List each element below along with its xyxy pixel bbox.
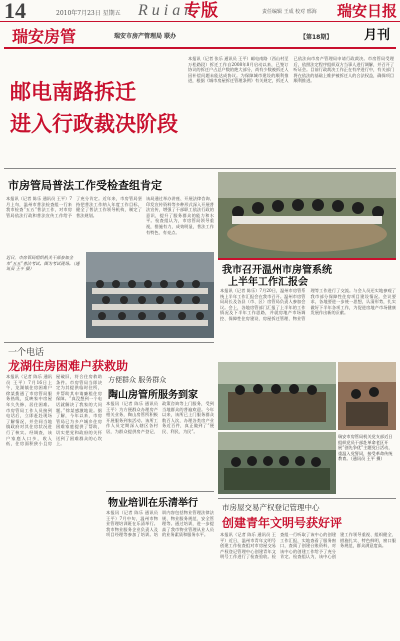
frequency-label: 月刊	[363, 28, 390, 43]
law-body-right: 该局通过举办讲座、开展法律咨询、印发宣传资料等多种形式深入开展普法宣传，增强了干部职工依法行政的意识，提升了服务群众的能力和水平。检查组认为，市房管局领导重视，措施有力，成效明显，普法工作有特色、有亮点。	[146, 196, 214, 235]
party-activity-photo-2	[338, 362, 396, 430]
section-title: 瑞安房管	[12, 27, 77, 46]
rui-wordmark: R u i a n	[138, 2, 193, 19]
issue-number: 【第18期】	[300, 34, 333, 41]
meeting-headline-line1: 我市召开温州市房管系统	[222, 265, 332, 276]
trade-headline: 创建青年文明号获好评	[222, 516, 343, 530]
divider	[218, 498, 396, 499]
meeting-photo	[218, 172, 396, 258]
trade-kicker: 市房屋交易产权登记管理中心	[222, 503, 320, 512]
party-activity-photo-1	[218, 362, 336, 430]
page-number: 14	[4, 0, 26, 23]
exam-room-photo	[86, 252, 214, 338]
trade-body: 本报讯（记者 陈乐 通讯员 王平）近日，温州市青年文明号创建工作检查组对市房屋交易产权登记管理中心创建青年文明号工作进行了检查验收。检查组一行听取了该中心的创建工作汇报，实地查看了服务窗口，查阅了创建台账资料，对该中心的创建工作给予了充分肯定。检查组认为，该中心创建工作领导重视、组织健全、措施扎实、特色鲜明，窗口服务规范，群众满意度高。	[220, 532, 396, 560]
law-body-left: 本报讯（记者 陈乐 通讯员 王平）7月上旬，温州市普法检查组一行来我市检查“五五”普法工作，对市房管局依法行政和普法宣传工作给予了充分肯定。近年来，市房管局坚持把普法工作纳入年度工作目标，健全了普法工作领导机构，制定了普法规划。	[6, 196, 142, 218]
service-body: 本报讯（记者 陈乐 通讯员 王平）为方便群众办理房产相关业务，陶山房管所积极开展服务到家活动。该所工作人员定期深入辖区各村居，为群众提供房产登记、政策咨询等上门服务，受到当地群众的普遍欢迎。今年以来，该所已上门服务群众数百人次，办理各类房产业务近百件，真正做到了“便民、利民、为民”。	[106, 401, 214, 434]
meeting-body: 本报讯（记者 陈乐）7月20日，温州市房管系统上半年工作汇报会在我市召开。温州市房管局局长及各县（市、区）房管局负责人参加会议。会上，各地房管部门汇报了上半年的工作情况及下半年工作思路，并就房地产市场调控、保障性住房建设、房屋拆迁管理、物业管理等工作进行了交流。与会人员还实地参观了我市部分保障性住房项目建设情况。会议要求，各地要进一步统一思想，认清形势，扎实做好下半年各项工作，为促进房地产市场健康发展作出新的贡献。	[220, 288, 396, 321]
date-line: 2010年7月23日 星期五	[56, 10, 121, 17]
section-host: 瑞安市房产管理局 联办	[114, 33, 177, 40]
divider	[106, 491, 214, 492]
training-body: 本报讯（记者 陈乐 通讯员 王平）7月中旬，温州市物业管理培训班在乐清举行。我市物业服务企业负责人及项目经理等参加了培训。培训内容包括物业管理法律法规、物业服务规范、安全管理等。通过培训，进一步提高了我市物业管理从业人员的业务素质和服务水平。	[106, 510, 214, 538]
lead-headline-line2: 进入行政裁决阶段	[10, 112, 178, 136]
editor-line: 责任编辑 王成 校对 邢海	[262, 9, 317, 15]
meeting-title-band	[218, 258, 396, 260]
law-headline: 市房管局普法工作受检查组肯定	[8, 179, 162, 192]
special-edition-flag: 专版	[184, 1, 218, 21]
divider	[4, 168, 396, 169]
lead-headline-line1: 邮电南路拆迁	[10, 80, 136, 104]
masthead	[0, 0, 400, 22]
section-header	[4, 25, 396, 49]
meeting-headline-line2: 上半年工作汇报会	[228, 277, 308, 288]
newspaper-name: 瑞安日报	[336, 2, 397, 20]
service-kicker: 方便群众 服务群众	[108, 376, 167, 384]
service-headline: 陶山房管所服务到家	[108, 390, 198, 401]
party-activity-photo-3	[218, 432, 336, 494]
gallery-caption: 瑞安市房管局机关党支部近日组织党员干部赴革命老区开展“创先争优”主题党日活动，重温入党誓词，接受革命传统教育。（通讯员 王平 摄）	[338, 434, 393, 462]
lunar-body: 本报讯（记者 陈乐 通讯员 王平）7月16日上午，龙湖镇住房困难户徐某拨通了市房管局服务热线，反映家中房屋年久失修、居住困难。市房管局工作人员接到电话后，立即赶赴现场了解情况，并会同当地镇政府对其住房状况进行了核实。经调查，该户家庭人口多，收入低，住房面积狭小且房屋破旧，符合住房救助条件。市房管局当即决定为其提供临时住所，并帮助其申请廉租住房保障。“真没想到一个电话就解决了我家的大问题。”徐某感激地说。据了解，今年以来，市房管局已为多户城乡住房困难家庭提供了帮助，切实把党和政府的关怀送到了困难群众的心坎上。	[6, 374, 102, 447]
training-headline: 物业培训在乐清举行	[108, 498, 198, 509]
lunar-headline: 龙湖住房困难户获救助	[8, 359, 129, 373]
lead-body: 本报讯（记者 张乐 通讯员 王平）邮电南路（西山村至万松路段）拆迁工作自2008年8月启动以来，已签订协议的拆迁户占总户数的绝大部分，尚有少数被拆迁人因补偿问题未能达成协议。为保障城市建设的顺利推进，根据《城市房屋拆迁管理条例》有关规定，拆迁人已依法向市房产管理局申请行政裁决。市房管局受理后，依照法定程序组织双方当事人进行调解，并召开了听证会。目前行政裁决工作正在有序进行中，有关部门将在依法的基础上维护被拆迁人的合法权益，确保项目顺利推进。	[188, 56, 394, 84]
law-photo-caption: 近日，市房管局组织机关干部参加全市“五五”普法考试。图为考试现场。（通讯员 王平 摄）	[6, 255, 80, 272]
lunar-kicker: 一个电话	[8, 348, 45, 358]
divider	[4, 342, 214, 343]
